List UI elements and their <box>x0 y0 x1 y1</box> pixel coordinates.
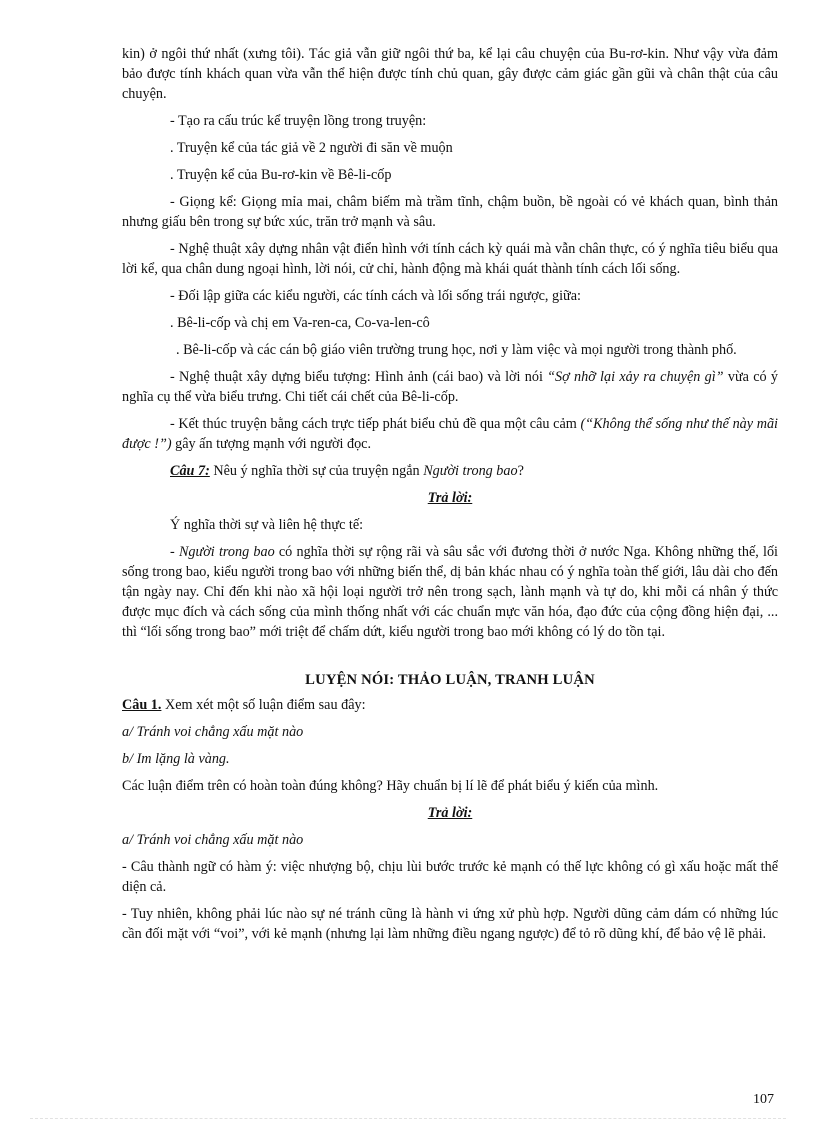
answer-heading-1 <box>122 488 778 508</box>
answer-label-2: Trả lời: <box>427 805 473 821</box>
question-1 <box>122 695 778 715</box>
paragraph-story-2: . Truyện kể của Bu-rơ-kin về Bê-li-cốp <box>170 167 392 183</box>
relevance-title: Người trong bao <box>178 544 275 560</box>
relevance-dash: - <box>170 544 179 560</box>
paragraph-story-1: . Truyện kể của tác giả về 2 người đi săn về muộn <box>170 140 453 156</box>
paragraph-narrator: kin) ở ngôi thứ nhất (xưng tôi). Tác giả vẫn giữ ngôi thứ ba, kể lại câu chuyện của Bu-rơ-kin. Như vậy vừa đảm bảo được tính khách quan vừa vẫn thể hiện được tính chủ quan, gây được cảm giác gần gũi và chân thật của câu chuyện. <box>122 46 778 102</box>
item-b-text: b/ Im lặng là vàng. <box>122 751 230 767</box>
question-7-text: Nêu ý nghĩa thời sự của truyện ngắn <box>209 463 424 479</box>
question-1-follow: Các luận điểm trên có hoàn toàn đúng không? Hãy chuẩn bị lí lẽ để phát biểu ý kiến của mình. <box>122 778 659 794</box>
document-page <box>122 44 778 944</box>
page-number: 107 <box>753 1092 774 1107</box>
paragraph-voice: - Giọng kể: Giọng mỉa mai, châm biếm mà trầm tĩnh, chậm buồn, bề ngoài có vẻ khách quan, bình thản nhưng giấu bên trong sự bức xúc, trăn trở mạnh và sâu. <box>122 194 778 230</box>
statement-1: - Câu thành ngữ có hàm ý: việc nhượng bộ, chịu lùi bước trước kẻ mạnh có thế lực không có gì xấu hoặc mất thể diện cả. <box>122 859 778 895</box>
ending-quote: (“Không thể sống như thế này mãi được !”) <box>122 416 778 452</box>
question-7-end: ? <box>517 463 524 479</box>
question-7-title: Người trong bao <box>423 463 518 479</box>
item-a-repeat <box>122 830 778 850</box>
relevance-text: có nghĩa thời sự rộng rãi và sâu sắc với đương thời ở nước Nga. Không những thế, lối sống trong bao, kiểu người trong bao với những biến thể, dị bản khác nhau có ý nghĩa toàn thế giới, lâu dài cho đến tận ngày nay. Chỉ đến khi nào xã hội loại người trở nên trong sạch, lành mạnh và tự do, khi mỗi cá nhân ý thức được mục đích và cách sống của mình thống nhất với các chuẩn mực văn hóa, đạo đức của cộng đồng hiện đại, ... thì “lối sống trong bao” mới triệt để chấm dứt, kiểu người trong bao mới không có lý do tồn tại. <box>122 544 778 640</box>
section-heading: LUYỆN NÓI: THẢO LUẬN, TRANH LUẬN <box>305 672 595 688</box>
paragraph-contrast-2: . Bê-li-cốp và các cán bộ giáo viên trường trung học, nơi y làm việc và mọi người trong thành phố. <box>176 342 737 358</box>
paragraph-contrast: - Đối lập giữa các kiểu người, các tính cách và lối sống trái ngược, giữa: <box>170 288 581 304</box>
statement-2: - Tuy nhiên, không phải lúc nào sự né tránh cũng là hành vi ứng xử phù hợp. Người dũng cảm dám có những lúc cần đối mặt với “voi”, với kẻ mạnh (nhưng lại làm những điều ngang ngược) để tỏ rõ dũng khí, để bảo vệ lẽ phải. <box>122 906 778 942</box>
paragraph-character: - Nghệ thuật xây dựng nhân vật điển hình với tính cách kỳ quái mà vẫn chân thực, có ý nghĩa tiêu biểu qua lời kể, qua chân dung ngoại hình, lời nói, cử chỉ, hành động mà khái quát thành tính cách lối sống. <box>122 241 778 277</box>
symbol-quote: “Sợ nhỡ lại xảy ra chuyện gì” <box>547 369 724 385</box>
item-a-text: a/ Tránh voi chẳng xấu mặt nào <box>122 724 304 740</box>
answer-label-1: Trả lời: <box>427 490 473 506</box>
question-7 <box>122 461 778 481</box>
paragraph-structure: - Tạo ra cấu trúc kể truyện lồng trong truyện: <box>170 113 427 129</box>
symbol-text-1: - Nghệ thuật xây dựng biểu tượng: Hình ảnh (cái bao) và lời nói <box>170 369 548 385</box>
paragraph-contrast-1: . Bê-li-cốp và chị em Va-ren-ca, Co-va-len-cô <box>170 315 430 331</box>
item-b <box>122 749 778 769</box>
footer-divider <box>30 1118 786 1119</box>
ending-text-2: gây ấn tượng mạnh với người đọc. <box>171 436 372 452</box>
symbol-text-2: vừa có ý nghĩa cụ thể vừa biểu trưng. Chi tiết cái chết của Bê-li-cốp. <box>122 369 778 405</box>
answer-heading-2 <box>122 803 778 823</box>
paragraph-relevance-detail <box>122 542 778 642</box>
paragraph-relevance: Ý nghĩa thời sự và liên hệ thực tế: <box>170 517 364 533</box>
paragraph-ending <box>122 414 778 454</box>
item-a <box>122 722 778 742</box>
question-7-label: Câu 7: <box>170 463 210 479</box>
item-a-repeat-text: a/ Tránh voi chẳng xấu mặt nào <box>122 832 304 848</box>
question-1-text: Xem xét một số luận điểm sau đây: <box>161 697 366 713</box>
question-1-label: Câu 1. <box>122 697 162 713</box>
ending-text-1: - Kết thúc truyện bằng cách trực tiếp phát biểu chủ đề qua một câu cảm <box>170 416 581 432</box>
paragraph-symbol <box>122 367 778 407</box>
